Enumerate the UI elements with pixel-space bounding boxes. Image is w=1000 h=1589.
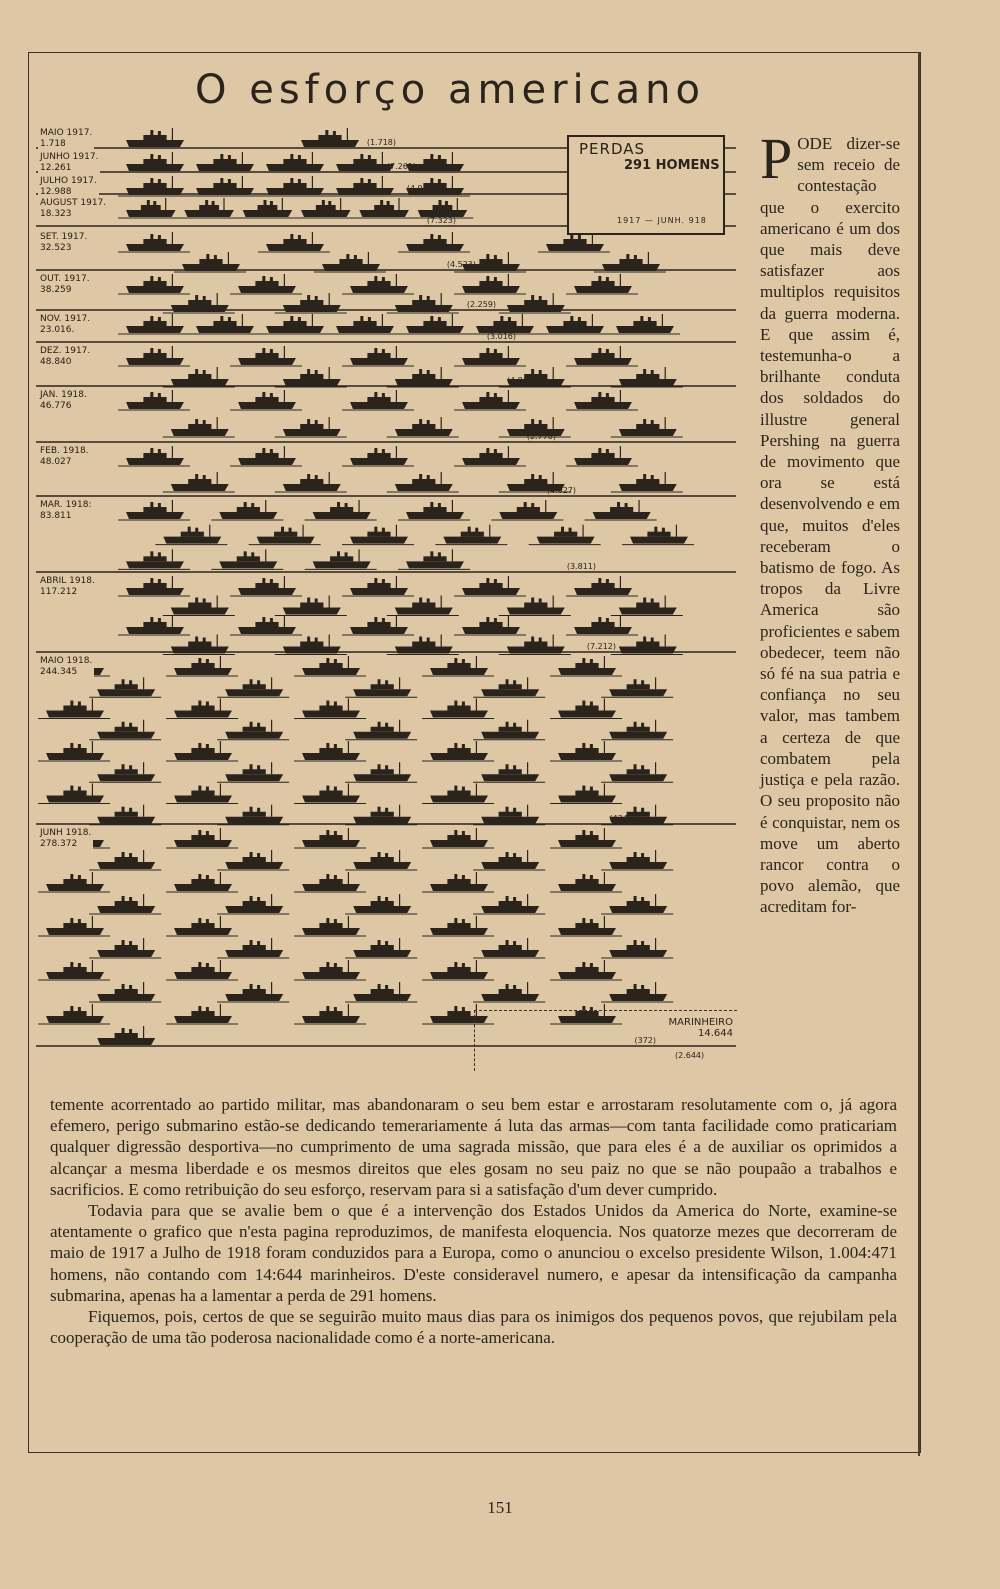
ship-icon: [601, 850, 673, 870]
ship-icon: [258, 314, 330, 334]
ship-icon: [166, 828, 238, 848]
month-marker: (4345): [609, 814, 636, 823]
ship-icon: [89, 938, 161, 958]
month-count: 48.027: [40, 457, 72, 467]
month-name: ABRIL 1918.: [40, 576, 95, 586]
ship-icon: [163, 596, 235, 616]
ship-icon: [468, 314, 540, 334]
ship-icon: [38, 872, 110, 892]
ship-icon: [387, 635, 459, 655]
ship-icon: [294, 960, 366, 980]
ship-icon: [258, 232, 330, 252]
ship-icon: [188, 176, 260, 196]
ship-icon: [217, 720, 289, 740]
month-count: 12.988: [40, 187, 72, 197]
body-paragraph-3: Fiquemos, pois, certos de que se seguirão muito maus dias para os inimigos dos pequenos povos, que rejubilam pela cooperação de uma tão poderosa nacionalidade como é a norte-americana.: [50, 1307, 897, 1348]
ship-icon: [566, 390, 638, 410]
ship-icon: [328, 176, 400, 196]
ship-icon: [387, 596, 459, 616]
ship-icon: [473, 982, 545, 1002]
month-label: [38, 176, 99, 198]
month-name: DEZ. 1917.: [40, 346, 91, 356]
ship-icon: [550, 916, 622, 936]
ship-icon: [454, 446, 526, 466]
ship-icon: [155, 525, 227, 545]
ship-icon: [345, 762, 417, 782]
ship-icon: [166, 656, 238, 676]
ship-icon: [38, 784, 110, 804]
ship-icon: [275, 596, 347, 616]
ship-icon: [166, 916, 238, 936]
ship-icon: [89, 677, 161, 697]
month-marker: (4.840): [506, 376, 536, 385]
ship-icon: [275, 635, 347, 655]
article-body: [50, 1094, 897, 1348]
month-name: MAR. 1918:: [40, 500, 92, 510]
ship-icon: [387, 367, 459, 387]
ship-icon: [473, 850, 545, 870]
losses-period: 1917 — JUNH. 918: [617, 216, 707, 225]
month-marker: (4.523): [446, 260, 476, 269]
losses-count: 291 HOMENS: [624, 158, 720, 173]
month-name: SET. 1917.: [40, 232, 88, 242]
ship-icon: [538, 314, 610, 334]
ship-icon: [454, 346, 526, 366]
ship-icon: [293, 128, 365, 148]
month-count: 46.776: [40, 401, 72, 411]
ship-icon: [342, 274, 414, 294]
month-name: JUNH 1918.: [40, 828, 92, 838]
ship-icon: [499, 635, 571, 655]
month-marker: (7.212): [586, 642, 616, 651]
ship-icon: [166, 699, 238, 719]
month-name: AUGUST 1917.: [40, 198, 107, 208]
ship-icon: [622, 525, 694, 545]
ship-icon: [550, 784, 622, 804]
month-count: 244.345: [40, 667, 78, 677]
month-label: [38, 152, 100, 174]
ship-icon: [293, 198, 357, 218]
drop-cap: P: [760, 126, 793, 191]
body-paragraph-1: temente acorrentado ao partido militar, mas abandonaram o seu bem estar e arrostaram resolutamente com o, já agora efemero, perigo submarino estão-se dedicando temerariamente á luta das armas—com tanta facilidade como praticariam qualquer digressão desportiva—no cumprimento de uma sagrada missão, que para eles é a de auxiliar os oprimidos a alcançar a mesma liberdade e os mesmos direitos que eles gosam no seu paiz no que se não poupaão a trabalhos e sacrificios. E como retribuição do seu esforço, reservam para si a satisfação d'um dever cumprido.: [50, 1095, 897, 1199]
ship-icon: [345, 894, 417, 914]
month-marker: (372): [634, 1036, 656, 1045]
ship-icon: [566, 615, 638, 635]
sailors-box: [474, 1010, 737, 1071]
ship-icon: [230, 274, 302, 294]
ship-icon: [217, 982, 289, 1002]
ship-icon: [473, 805, 545, 825]
ship-icon: [118, 198, 182, 218]
month-marker: (4.027): [546, 486, 576, 495]
ship-icon: [422, 656, 494, 676]
ship-icon: [398, 549, 470, 569]
ship-icon: [342, 346, 414, 366]
ship-icon: [230, 615, 302, 635]
ship-icon: [351, 198, 415, 218]
month-name: JUNHO 1917.: [40, 152, 99, 162]
ship-icon: [294, 741, 366, 761]
month-count: 1.718: [40, 139, 66, 149]
ship-icon: [611, 472, 683, 492]
ship-icon: [38, 699, 110, 719]
ship-icon: [398, 232, 470, 252]
ship-icon: [163, 417, 235, 437]
ship-icon: [345, 677, 417, 697]
ship-icon: [176, 198, 240, 218]
ship-icon: [275, 367, 347, 387]
ship-icon: [38, 960, 110, 980]
month-count: 23.016.: [40, 325, 75, 335]
ship-icon: [398, 314, 470, 334]
ship-icon: [345, 720, 417, 740]
ship-icon: [38, 1004, 110, 1024]
ship-icon: [601, 982, 673, 1002]
ship-icon: [387, 293, 459, 313]
month-name: MAIO 1917.: [40, 128, 93, 138]
month-label: [38, 314, 92, 336]
ship-icon: [294, 828, 366, 848]
ship-icon: [454, 615, 526, 635]
ship-icon: [38, 916, 110, 936]
ship-icon: [422, 916, 494, 936]
month-name: JAN. 1918.: [40, 390, 87, 400]
ship-icon: [342, 525, 414, 545]
ship-icon: [454, 274, 526, 294]
ship-icon: [89, 894, 161, 914]
ship-icon: [163, 293, 235, 313]
ship-icon: [258, 176, 330, 196]
ship-icon: [211, 500, 283, 520]
month-label: [38, 656, 94, 678]
ship-icon: [89, 762, 161, 782]
ship-icon: [166, 741, 238, 761]
ship-icon: [118, 390, 190, 410]
month-count: 12.261: [40, 163, 72, 173]
ship-icon: [345, 805, 417, 825]
ship-icon: [166, 872, 238, 892]
ship-icon: [314, 252, 386, 272]
ship-icon: [118, 314, 190, 334]
month-count: 48.840: [40, 357, 72, 367]
month-name: OUT. 1917.: [40, 274, 90, 284]
ship-icon: [163, 367, 235, 387]
ship-icon: [166, 960, 238, 980]
ship-icon: [174, 252, 246, 272]
ship-icon: [566, 274, 638, 294]
ship-icon: [345, 938, 417, 958]
ship-icon: [473, 762, 545, 782]
ship-icon: [550, 828, 622, 848]
ship-icon: [294, 916, 366, 936]
ship-icon: [258, 152, 330, 172]
ship-icon: [188, 152, 260, 172]
body-paragraph-2: Todavia para que se avalie bem o que é a intervenção dos Estados Unidos da America do Norte, examine-se atentamente o grafico que n'esta pagina reproduzimos, de manifesta eloquencia. Nos quatorze mezes que decorreram de maio de 1917 a Julho de 1918 foram conduzidos para a Europa, como o anunciou o excelso presidente Wilson, 1.004:471 homens, não contando com 14:644 marinheiros. D'este consideravel numero, e apesar da intensificação da campanha submarina, apenas ha a lamentar a perda de 291 homens.: [50, 1201, 897, 1305]
ship-icon: [217, 762, 289, 782]
ship-icon: [166, 784, 238, 804]
month-marker: (7.323): [426, 216, 456, 225]
ship-icon: [230, 576, 302, 596]
ship-icon: [422, 741, 494, 761]
ship-icon: [473, 894, 545, 914]
ship-icon: [422, 960, 494, 980]
ship-icon: [473, 720, 545, 740]
ship-icon: [473, 677, 545, 697]
ship-icon: [342, 615, 414, 635]
ship-icon: [118, 576, 190, 596]
month-name: NOV. 1917.: [40, 314, 91, 324]
ship-icon: [118, 446, 190, 466]
losses-title: PERDAS: [579, 140, 646, 158]
ship-icon: [491, 500, 563, 520]
month-label: [38, 576, 97, 598]
ship-icon: [275, 293, 347, 313]
ship-icon: [305, 500, 377, 520]
month-marker: (1.718): [366, 138, 396, 147]
ship-icon: [594, 252, 666, 272]
ship-icon: [387, 472, 459, 492]
ship-icon: [550, 872, 622, 892]
article-title: O esforço americano: [195, 67, 705, 113]
ship-icon: [601, 938, 673, 958]
sailors-marker: (2.644): [675, 1051, 705, 1060]
ship-icon: [601, 720, 673, 740]
ship-icon: [601, 677, 673, 697]
ship-icon: [217, 805, 289, 825]
ship-icon: [422, 699, 494, 719]
ship-icon: [118, 152, 190, 172]
ship-icon: [230, 346, 302, 366]
ship-icon: [550, 656, 622, 676]
ship-icon: [435, 525, 507, 545]
ship-icon: [118, 232, 190, 252]
side-column-text: [760, 126, 900, 918]
month-name: FEB. 1918.: [40, 446, 89, 456]
ship-icon: [454, 390, 526, 410]
ship-icon: [611, 596, 683, 616]
ship-icon: [550, 699, 622, 719]
side-column-body: ODE dizer-se sem receio de contestação que o exercito americano é um dos que mais deve satisfazer aos multiplos requisitos da guerra moderna. E que assim é, testemunha-o a brilhante conduta dos soldados do illustre general Pershing na guerra de movimento que ora se está desenvolvendo e em que, muitos d'eles receberam o batismo de fogo. As tropos da Livre America são proficientes e sabem obedecer, teem não só fé na sua patria e confiança no seu valor, mas tambem a certeza de que combatem pela justiça e pela razão. O seu proposito não é conquistar, nem os move um aberto rancor contra o povo alemão, que acreditam for-: [760, 134, 900, 917]
ship-icon: [305, 549, 377, 569]
ship-icon: [294, 872, 366, 892]
month-label: [38, 198, 108, 220]
page-number: 151: [487, 1498, 513, 1517]
ship-icon: [538, 232, 610, 252]
ship-icon: [188, 314, 260, 334]
ship-icon: [294, 784, 366, 804]
ship-icon: [294, 699, 366, 719]
ship-icon: [38, 741, 110, 761]
ship-icon: [499, 293, 571, 313]
ship-icon: [550, 741, 622, 761]
ship-icon: [166, 1004, 238, 1024]
month-label: [38, 128, 94, 150]
ship-icon: [217, 850, 289, 870]
ship-icon: [398, 500, 470, 520]
ship-icon: [529, 525, 601, 545]
ship-icon: [566, 346, 638, 366]
ship-icon: [89, 982, 161, 1002]
month-count: 32.523: [40, 243, 72, 253]
ship-icon: [342, 576, 414, 596]
ship-icon: [89, 720, 161, 740]
ship-icon: [89, 1026, 161, 1046]
ship-icon: [566, 576, 638, 596]
frame-right-rule: [918, 52, 920, 1456]
month-marker: (4.988): [406, 184, 436, 193]
month-label: [38, 274, 92, 296]
ship-icon: [550, 960, 622, 980]
ship-icon: [454, 576, 526, 596]
ship-icon: [294, 656, 366, 676]
ship-icon: [89, 850, 161, 870]
ship-icon: [89, 805, 161, 825]
month-marker: (7.261): [386, 162, 416, 171]
ship-icon: [230, 390, 302, 410]
sailors-label: [663, 1017, 733, 1039]
month-label: [38, 446, 91, 468]
ships-illustration: [36, 126, 736, 1066]
ship-icon: [275, 417, 347, 437]
ship-icon: [217, 894, 289, 914]
ship-icon: [118, 615, 190, 635]
ship-icon: [422, 872, 494, 892]
ship-icon: [585, 500, 657, 520]
ship-icon: [235, 198, 299, 218]
month-label: [38, 346, 92, 368]
ship-icon: [345, 850, 417, 870]
ship-icon: [499, 596, 571, 616]
ship-icon: [118, 176, 190, 196]
ship-icon: [163, 635, 235, 655]
month-marker: (2.259): [466, 300, 496, 309]
ship-icon: [211, 549, 283, 569]
month-count: 18.323: [40, 209, 72, 219]
month-marker: (3.811): [566, 562, 596, 571]
ship-icon: [249, 525, 321, 545]
ship-icon: [611, 417, 683, 437]
ship-icon: [294, 1004, 366, 1024]
ship-icon: [422, 784, 494, 804]
ship-icon: [163, 472, 235, 492]
month-count: 278.372: [40, 839, 78, 849]
month-label: [38, 828, 93, 850]
ship-icon: [345, 982, 417, 1002]
ship-icon: [217, 938, 289, 958]
ship-icon: [611, 367, 683, 387]
ship-icon: [608, 314, 680, 334]
ship-icon: [601, 894, 673, 914]
ship-icon: [611, 635, 683, 655]
ship-icon: [342, 390, 414, 410]
ship-icon: [217, 677, 289, 697]
ship-icon: [118, 549, 190, 569]
month-count: 38.259: [40, 285, 72, 295]
month-label: [38, 232, 89, 254]
ship-icon: [230, 446, 302, 466]
ship-icon: [410, 198, 474, 218]
month-count: 117.212: [40, 587, 78, 597]
month-label: [38, 500, 94, 522]
month-name: MAIO 1918.: [40, 656, 93, 666]
ship-icon: [118, 500, 190, 520]
month-marker: (3.016): [486, 332, 516, 341]
ship-icon: [342, 446, 414, 466]
sailors-value: 14.644: [698, 1028, 733, 1039]
ship-icon: [118, 274, 190, 294]
troop-ships-chart: [36, 126, 736, 1066]
ship-icon: [566, 446, 638, 466]
ship-icon: [473, 938, 545, 958]
month-name: JULHO 1917.: [40, 176, 97, 186]
losses-box: [567, 135, 725, 235]
ship-icon: [601, 762, 673, 782]
ship-icon: [118, 346, 190, 366]
ship-icon: [387, 417, 459, 437]
month-label: [38, 390, 89, 412]
ship-icon: [422, 828, 494, 848]
month-count: 83.811: [40, 511, 72, 521]
ship-icon: [118, 128, 190, 148]
ship-icon: [275, 472, 347, 492]
month-marker: (2.776): [526, 432, 556, 441]
sailors-label-text: MARINHEIRO: [668, 1017, 733, 1028]
ship-icon: [328, 314, 400, 334]
